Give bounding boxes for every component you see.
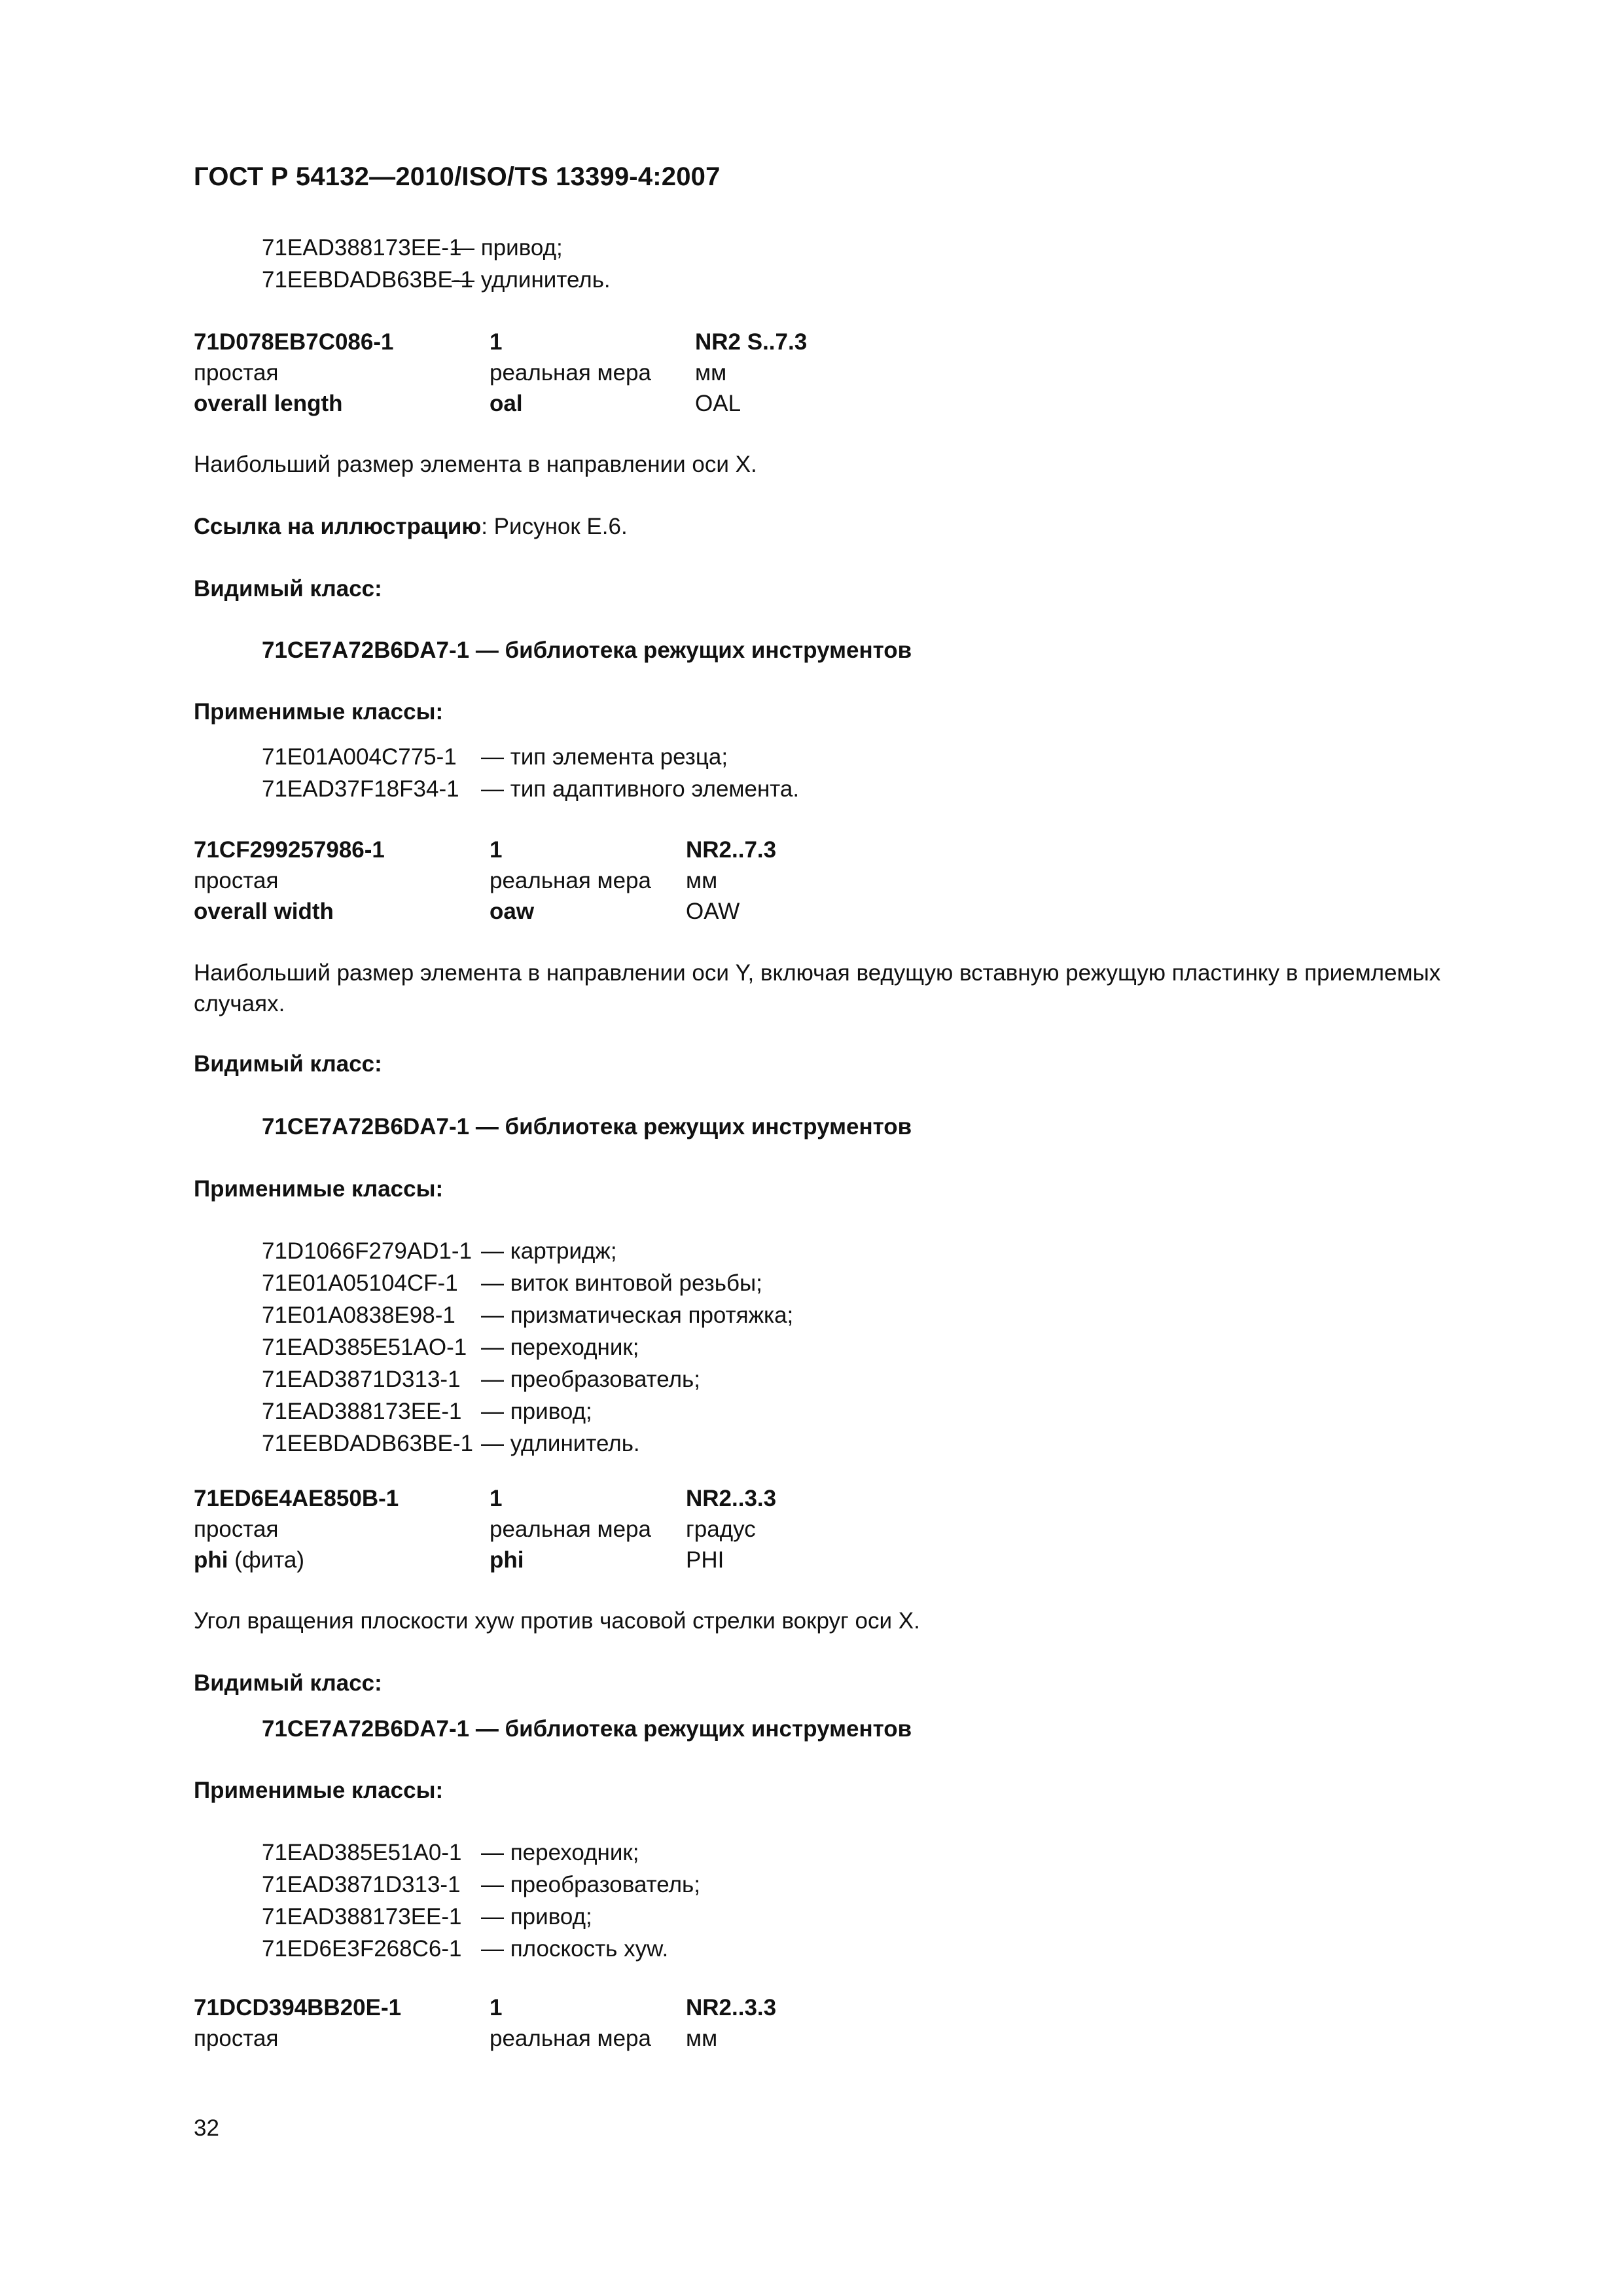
list-item: 71E01A0838E98-1 — призматическая протяжка; <box>262 1302 794 1328</box>
entry-version: 1 <box>490 329 503 355</box>
list-item: 71E01A05104CF-1 — виток винтовой резьбы; <box>262 1270 762 1296</box>
entry-data-type: реальная мера <box>490 2026 651 2051</box>
list-item: 71EAD388173EE-1— привод; <box>262 235 563 260</box>
list-item: 71EAD3871D313-1 — преобразователь; <box>262 1367 700 1392</box>
entry-id: 71ED6E4AE850B-1 <box>194 1486 399 1511</box>
list-item: 71D1066F279AD1-1 — картридж; <box>262 1238 617 1264</box>
entry-unit: мм <box>695 360 727 386</box>
entry-format: NR2 S..7.3 <box>695 329 808 355</box>
entry-name: phi (фита) <box>194 1547 304 1573</box>
visible-class-heading: Видимый класс: <box>194 576 382 601</box>
list-item: 71ED6E3F268C6-1 — плоскость xyw. <box>262 1936 669 1962</box>
entry-symbol: oal <box>490 391 523 416</box>
visible-class-value: 71CE7A72B6DA7-1 — библиотека режущих инструментов <box>262 1114 912 1139</box>
entry-version: 1 <box>490 1486 503 1511</box>
applicable-classes-heading: Применимые классы: <box>194 1176 444 1202</box>
entry-data-type: реальная мера <box>490 868 651 893</box>
entry-name: overall length <box>194 391 343 416</box>
entry-symbol: phi <box>490 1547 524 1573</box>
list-item: 71EAD385E51AO-1 — переходник; <box>262 1335 639 1360</box>
entry-id: 71D078EB7C086-1 <box>194 329 394 355</box>
entry-id: 71DCD394BB20E-1 <box>194 1995 402 2020</box>
visible-class-value: 71CE7A72B6DA7-1 — библиотека режущих инструментов <box>262 1716 912 1742</box>
illustration-reference: Ссылка на иллюстрацию: Рисунок Е.6. <box>194 514 628 539</box>
entry-format: NR2..3.3 <box>686 1486 777 1511</box>
applicable-classes-heading: Применимые классы: <box>194 699 444 725</box>
entry-type: простая <box>194 2026 279 2051</box>
entry-format: NR2..3.3 <box>686 1995 777 2020</box>
entry-version: 1 <box>490 837 503 863</box>
visible-class-value: 71CE7A72B6DA7-1 — библиотека режущих инструментов <box>262 637 912 663</box>
entry-format: NR2..7.3 <box>686 837 777 863</box>
entry-code: OAW <box>686 899 740 924</box>
entry-type: простая <box>194 360 279 386</box>
entry-version: 1 <box>490 1995 503 2020</box>
visible-class-heading: Видимый класс: <box>194 1670 382 1696</box>
entry-definition: Угол вращения плоскости xyw против часовой стрелки вокруг оси X. <box>194 1608 920 1634</box>
entry-unit: мм <box>686 2026 718 2051</box>
entry-code: OAL <box>695 391 741 416</box>
entry-name: overall width <box>194 899 334 924</box>
entry-code: PHI <box>686 1547 724 1573</box>
entry-symbol: oaw <box>490 899 535 924</box>
list-item: 71EEBDADB63BE-1 — удлинитель. <box>262 1431 640 1456</box>
list-item: 71EAD388173EE-1 — привод; <box>262 1399 592 1424</box>
entry-data-type: реальная мера <box>490 360 651 386</box>
entry-data-type: реальная мера <box>490 1516 651 1542</box>
list-item: 71EEBDADB63BE-1— удлинитель. <box>262 267 611 293</box>
entry-unit: мм <box>686 868 718 893</box>
visible-class-heading: Видимый класс: <box>194 1051 382 1077</box>
applicable-classes-heading: Применимые классы: <box>194 1778 444 1803</box>
list-item: 71E01A004C775-1 — тип элемента резца; <box>262 744 728 770</box>
entry-id: 71CF299257986-1 <box>194 837 385 863</box>
entry-definition: Наибольший размер элемента в направлении оси Y, включая ведущую вставную режущую пластинку в приемлемых случаях. <box>194 960 1441 1016</box>
entry-definition: Наибольший размер элемента в направлении оси X. <box>194 452 757 477</box>
list-item: 71EAD3871D313-1 — преобразователь; <box>262 1872 700 1897</box>
entry-unit: градус <box>686 1516 756 1542</box>
entry-type: простая <box>194 1516 279 1542</box>
page-number: 32 <box>194 2115 219 2141</box>
list-item: 71EAD388173EE-1 — привод; <box>262 1904 592 1929</box>
list-item: 71EAD385E51A0-1 — переходник; <box>262 1840 639 1865</box>
list-item: 71EAD37F18F34-1 — тип адаптивного элемента. <box>262 776 800 802</box>
page-header: ГОСТ Р 54132—2010/ISO/TS 13399-4:2007 <box>194 162 721 191</box>
entry-type: простая <box>194 868 279 893</box>
